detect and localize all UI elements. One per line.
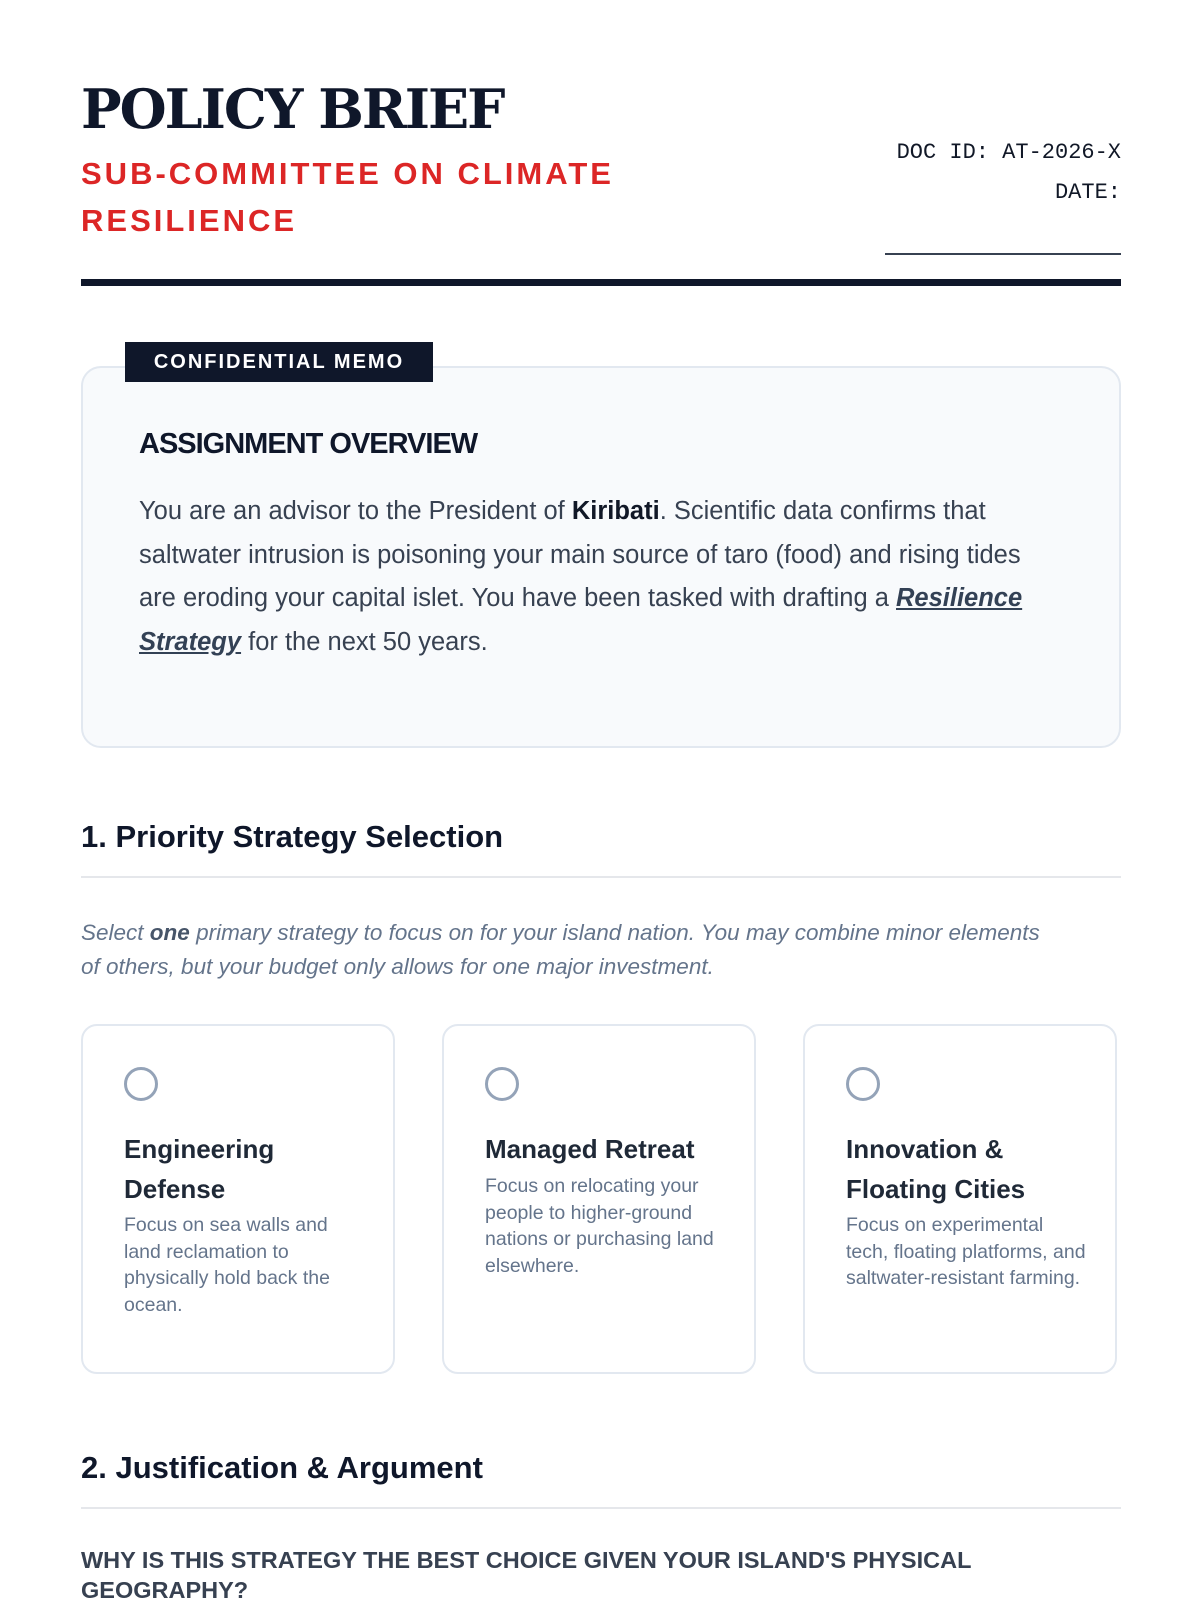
instructions-part-2: primary strategy to focus on for your island nation. You may combine minor elements of others, but your budget only allows for one major investment. xyxy=(81,920,1040,979)
instructions-part-1: Select xyxy=(81,920,150,945)
document-id: DOC ID: AT-2026-X xyxy=(896,140,1121,165)
option-description: Focus on relocating your people to higher-ground nations or purchasing land elsewhere. xyxy=(485,1175,714,1277)
radio-managed-retreat[interactable] xyxy=(485,1067,519,1101)
selection-instructions xyxy=(81,916,1061,983)
country-name: Kiribati xyxy=(571,497,660,525)
policy-brief-page xyxy=(81,0,1121,1603)
section-2-divider xyxy=(81,1507,1121,1509)
resilience-strategy-term: Resilience Strategy xyxy=(139,584,1023,656)
date-blank-line[interactable] xyxy=(885,213,1121,255)
strategy-options xyxy=(81,1024,1121,1378)
assignment-heading: ASSIGNMENT OVERVIEW xyxy=(139,428,478,460)
header-rule xyxy=(81,279,1121,286)
radio-innovation-floating-cities[interactable] xyxy=(846,1067,880,1101)
justification-question: WHY IS THIS STRATEGY THE BEST CHOICE GIVEN YOUR ISLAND'S PHYSICAL GEOGRAPHY? xyxy=(81,1547,972,1603)
strategy-option-innovation-floating-cities[interactable] xyxy=(803,1024,1117,1374)
option-description: Focus on sea walls and land reclamation to physically hold back the ocean. xyxy=(124,1214,330,1316)
date-label: DATE: xyxy=(1054,180,1121,205)
memo-text-part-3: for the next 50 years. xyxy=(241,627,488,656)
page-title: POLICY BRIEF xyxy=(81,77,504,141)
option-title: Engineering Defense xyxy=(124,1134,275,1204)
strategy-option-managed-retreat[interactable] xyxy=(442,1024,756,1374)
document-meta xyxy=(885,133,1121,255)
memo-text-part-1: You are an advisor to the President of xyxy=(139,497,572,525)
instructions-emphasis: one xyxy=(149,920,190,945)
brief-header xyxy=(81,0,1121,288)
confidential-memo-tag: CONFIDENTIAL MEMO xyxy=(125,342,433,382)
section-1-title: 1. Priority Strategy Selection xyxy=(81,819,504,854)
section-2-title: 2. Justification & Argument xyxy=(81,1450,483,1485)
assignment-overview-text xyxy=(139,490,1059,664)
committee-subtitle: SUB-COMMITTEE ON CLIMATE RESILIENCE xyxy=(81,156,614,238)
option-title: Innovation & Floating Cities xyxy=(846,1134,1026,1204)
option-title: Managed Retreat xyxy=(485,1134,695,1164)
radio-engineering-defense[interactable] xyxy=(124,1067,158,1101)
section-1-divider xyxy=(81,876,1121,878)
assignment-memo xyxy=(81,351,1121,748)
option-description: Focus on experimental tech, floating platforms, and saltwater-resistant farming. xyxy=(846,1214,1086,1289)
memo-text-part-2: . Scientific data confirms that saltwater intrusion is poisoning your main source of taro (food) and rising tides are eroding your capital islet. You have been tasked with drafting a xyxy=(139,497,1021,612)
strategy-option-engineering-defense[interactable] xyxy=(81,1024,395,1374)
